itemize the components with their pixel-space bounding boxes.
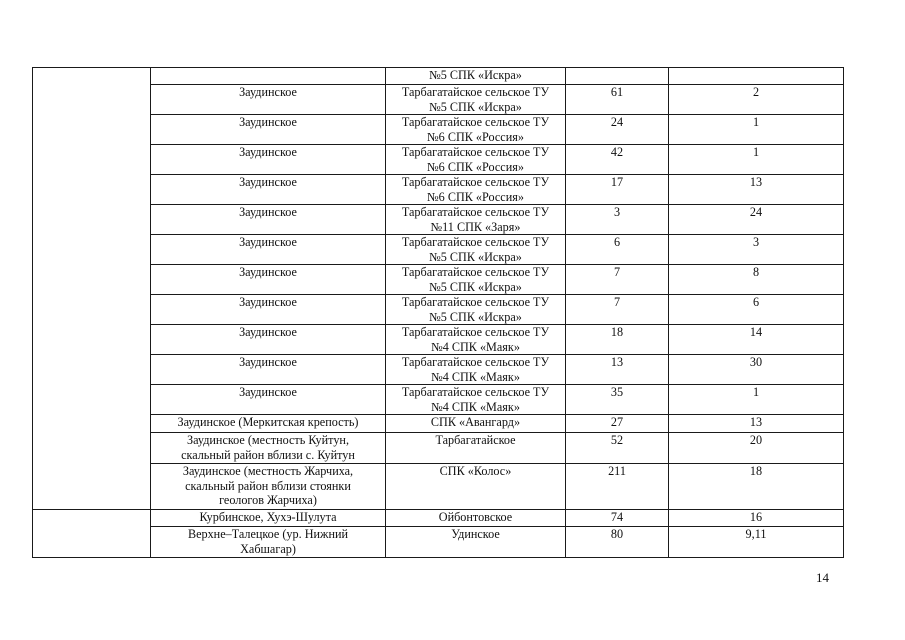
locality-cell: Тарбагатайское сельское ТУ №6 СПК «Россия»: [386, 175, 566, 205]
value1-cell: 80: [566, 527, 669, 558]
locality-cell: СПК «Колос»: [386, 464, 566, 510]
value1-cell: 27: [566, 415, 669, 433]
value1-cell: 74: [566, 510, 669, 527]
table-row: [33, 68, 844, 85]
value1-cell: 17: [566, 175, 669, 205]
table-row: [33, 295, 844, 325]
locality-cell: Тарбагатайское сельское ТУ №5 СПК «Искра»: [386, 295, 566, 325]
value1-cell: 7: [566, 265, 669, 295]
value2-cell: 1: [669, 115, 844, 145]
value2-cell: 3: [669, 235, 844, 265]
value2-cell: 24: [669, 205, 844, 235]
table-row: [33, 145, 844, 175]
table-row: [33, 85, 844, 115]
value1-cell: 211: [566, 464, 669, 510]
place-cell: Заудинское: [151, 265, 386, 295]
value2-cell: 16: [669, 510, 844, 527]
value1-cell: 42: [566, 145, 669, 175]
table-row: [33, 205, 844, 235]
place-cell: Заудинское (местность Жарчиха, скальный район вблизи стоянки геологов Жарчиха): [151, 464, 386, 510]
place-cell: Заудинское: [151, 145, 386, 175]
value1-cell: 13: [566, 355, 669, 385]
value2-cell: 13: [669, 415, 844, 433]
locality-cell: №5 СПК «Искра»: [386, 68, 566, 85]
value2-cell: 20: [669, 433, 844, 464]
place-cell: Заудинское: [151, 85, 386, 115]
place-cell: Заудинское (местность Куйтун, скальный район вблизи с. Куйтун: [151, 433, 386, 464]
value1-cell: 52: [566, 433, 669, 464]
place-cell: Заудинское (Меркитская крепость): [151, 415, 386, 433]
locality-cell: Удинское: [386, 527, 566, 558]
value1-cell: 6: [566, 235, 669, 265]
document-table: [32, 67, 844, 558]
value2-cell: 18: [669, 464, 844, 510]
locality-cell: Тарбагатайское сельское ТУ №4 СПК «Маяк»: [386, 355, 566, 385]
locality-cell: Ойбонтовское: [386, 510, 566, 527]
table-row: [33, 265, 844, 295]
locality-cell: Тарбагатайское сельское ТУ №4 СПК «Маяк»: [386, 385, 566, 415]
place-cell: Заудинское: [151, 115, 386, 145]
place-cell: [151, 68, 386, 85]
table-row: [33, 115, 844, 145]
locality-cell: Тарбагатайское сельское ТУ №5 СПК «Искра»: [386, 85, 566, 115]
place-cell: Заудинское: [151, 205, 386, 235]
place-cell: Заудинское: [151, 235, 386, 265]
table-row: [33, 385, 844, 415]
table-row: [33, 527, 844, 558]
value2-cell: 6: [669, 295, 844, 325]
value1-cell: 18: [566, 325, 669, 355]
page-number: 14: [816, 570, 829, 585]
value1-cell: 61: [566, 85, 669, 115]
place-cell: Заудинское: [151, 325, 386, 355]
value1-cell: 24: [566, 115, 669, 145]
locality-cell: Тарбагатайское сельское ТУ №5 СПК «Искра»: [386, 265, 566, 295]
value2-cell: 8: [669, 265, 844, 295]
value2-cell: 14: [669, 325, 844, 355]
table-row: [33, 355, 844, 385]
table-row: [33, 235, 844, 265]
locality-cell: Тарбагатайское сельское ТУ №11 СПК «Заря»: [386, 205, 566, 235]
locality-cell: Тарбагатайское: [386, 433, 566, 464]
table-row: [33, 433, 844, 464]
value2-cell: 9,11: [669, 527, 844, 558]
value1-cell: 3: [566, 205, 669, 235]
place-cell: Курбинское, Хухэ-Шулута: [151, 510, 386, 527]
table-row: [33, 415, 844, 433]
table-row: [33, 510, 844, 527]
place-cell: Верхне–Талецкое (ур. Нижний Хабшагар): [151, 527, 386, 558]
place-cell: Заудинское: [151, 175, 386, 205]
value2-cell: 1: [669, 385, 844, 415]
value2-cell: 13: [669, 175, 844, 205]
locality-cell: Тарбагатайское сельское ТУ №6 СПК «Россия»: [386, 115, 566, 145]
value2-cell: 1: [669, 145, 844, 175]
locality-cell: СПК «Авангард»: [386, 415, 566, 433]
value1-cell: 35: [566, 385, 669, 415]
value1-cell: 7: [566, 295, 669, 325]
value2-cell: 2: [669, 85, 844, 115]
value2-cell: 30: [669, 355, 844, 385]
place-cell: Заудинское: [151, 355, 386, 385]
place-cell: Заудинское: [151, 385, 386, 415]
table-row: [33, 325, 844, 355]
table-row: [33, 464, 844, 510]
region-cell: [33, 68, 151, 85]
locality-cell: Тарбагатайское сельское ТУ №5 СПК «Искра»: [386, 235, 566, 265]
place-cell: Заудинское: [151, 295, 386, 325]
table-row: [33, 175, 844, 205]
value1-cell: [566, 68, 669, 85]
value2-cell: [669, 68, 844, 85]
locality-cell: Тарбагатайское сельское ТУ №4 СПК «Маяк»: [386, 325, 566, 355]
locality-cell: Тарбагатайское сельское ТУ №6 СПК «Россия»: [386, 145, 566, 175]
